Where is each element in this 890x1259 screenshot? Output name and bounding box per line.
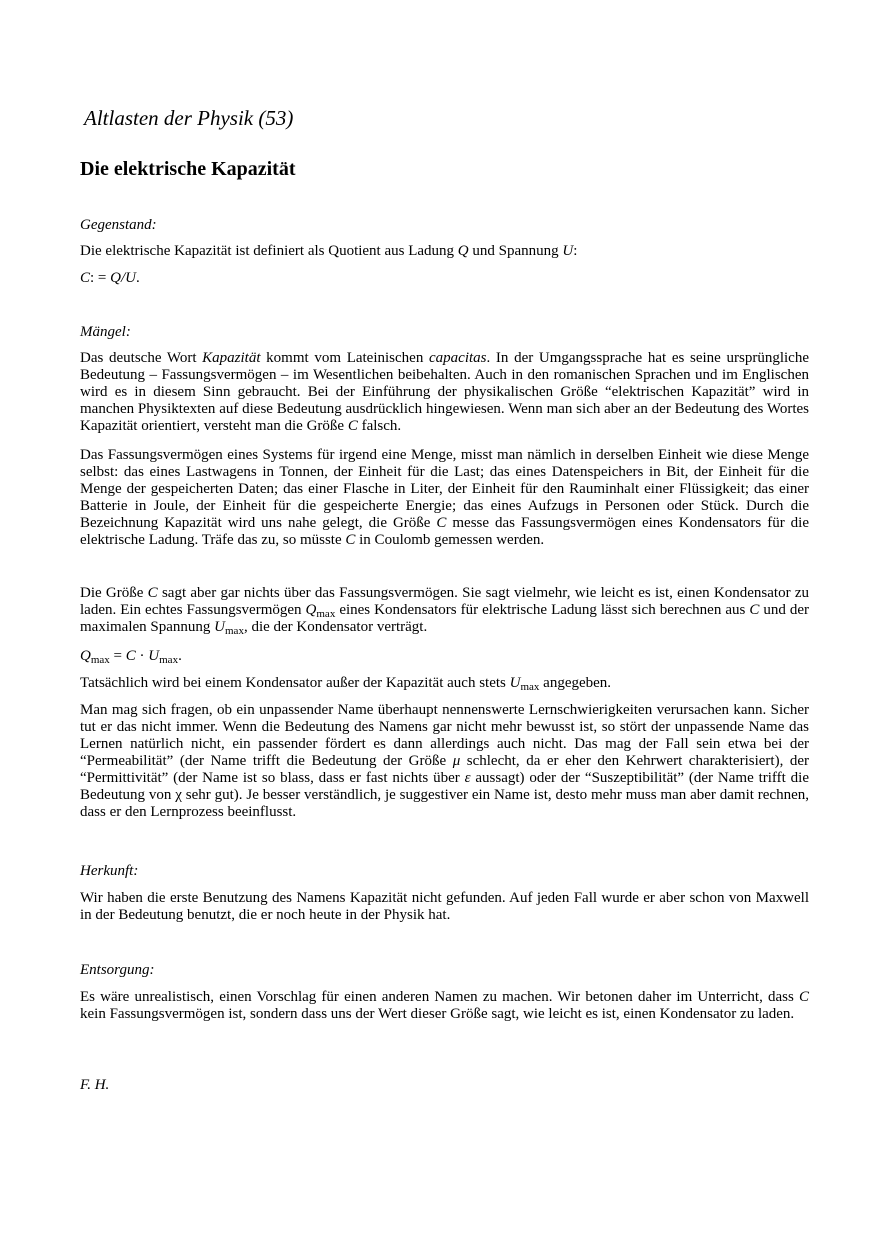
maengel-paragraph-1: Das deutsche Wort Kapazität kommt vom Lateinischen capacitas. In der Umgangssprache hat es seine ursprüngliche Bedeutung – Fassungsvermögen – im Wesentlichen beibehalten. Auch in den romanischen Sprachen und im Englischen wird es in diesem Sinn gebraucht. Bei der Einführung der physikalischen Größe “elektrischen Kapazität” wird in manchen Physiktexten auf diese Bedeutung ausdrücklich hingewiesen. Wenn man sich aber an der Bedeutung des Wortes Kapazität orientiert, versteht man die Größe C falsch. <box>80 350 809 434</box>
series-title: Altlasten der Physik (53) <box>84 106 294 130</box>
section-label-maengel: Mängel: <box>80 324 131 340</box>
section-label-entsorgung: Entsorgung: <box>80 962 155 978</box>
author-initials: F. H. <box>80 1077 110 1093</box>
herkunft-paragraph: Wir haben die erste Benutzung des Namens Kapazität nicht gefunden. Auf jeden Fall wurde er aber schon von Maxwell in der Bedeutung benutzt, die er noch heute in der Physik hat. <box>80 890 809 923</box>
article-title: Die elektrische Kapazität <box>80 158 296 180</box>
entsorgung-paragraph: Es wäre unrealistisch, einen Vorschlag für einen anderen Namen zu machen. Wir betonen daher im Unterricht, dass C kein Fassungsvermögen ist, sondern dass uns der Wert dieser Größe sagt, wie leicht es ist, einen Kondensator zu laden. <box>80 989 809 1022</box>
maengel-paragraph-5: Man mag sich fragen, ob ein unpassender Name überhaupt nennenswerte Lernschwierigkeiten verursachen kann. Sicher tut er das nicht immer. Wenn die Bedeutung des Namens gar nicht mehr bewusst ist, so stört der unpassende Name das Lernen natürlich nicht, ein passender fördert es dann allerdings auch nicht. Das mag der Fall sein etwa bei der “Permeabilität” (der Name trifft die Bedeutung der Größe μ schlecht, da er eher den Kehrwert charakterisiert), der “Permittivität” (der Name ist so blass, dass er fast nichts über ε aussagt) oder der “Suszeptibilität” (der Name trifft die Bedeutung von χ sehr gut). Je besser verständlich, je suggestiver ein Name ist, desto mehr muss man aber damit rechnen, dass er den Lernprozess beeinflusst. <box>80 702 809 820</box>
maengel-paragraph-3: Die Größe C sagt aber gar nichts über das Fassungsvermögen. Sie sagt vielmehr, wie leicht es ist, einen Kondensator zu laden. Ein echtes Fassungsvermögen $Q_{max}$ eines Kondensators für elektrische Ladung lässt sich berechnen aus C und der maximalen Spannung $U_{max}$, die der Kondensator verträgt. <box>80 585 810 637</box>
max-charge-formula: $Q_{max} = C \cdot U_{max}$. <box>80 648 182 666</box>
maengel-paragraph-4: Tatsächlich wird bei einem Kondensator außer der Kapazität auch stets $U_{max}$ angegeben. <box>80 675 612 693</box>
gegenstand-definition: Die elektrische Kapazität ist definiert als Quotient aus Ladung Q und Spannung U: <box>80 243 578 259</box>
capacity-formula: C: = Q/U. <box>80 270 140 286</box>
section-label-herkunft: Herkunft: <box>80 863 139 879</box>
section-label-gegenstand: Gegenstand: <box>80 217 157 233</box>
maengel-paragraph-2: Das Fassungsvermögen eines Systems für irgend eine Menge, misst man nämlich in derselben Einheit wie diese Menge selbst: das eines Lastwagens in Tonnen, der Einheit für die Last; das eines Datenspeichers in Bit, der Einheit für die Menge der gespeicherten Daten; das einer Flasche in Liter, der Einheit für den Rauminhalt einer Flüssigkeit; das einer Batterie in Joule, der Einheit für die gespeicherte Energie; das eines Aufzugs in Personen oder Stück. Durch die Bezeichnung Kapazität wird uns nahe gelegt, die Größe C messe das Fassungsvermögen eines Kondensators für die elektrische Ladung. Träfe das zu, so müsste C in Coulomb gemessen werden. <box>80 447 809 548</box>
